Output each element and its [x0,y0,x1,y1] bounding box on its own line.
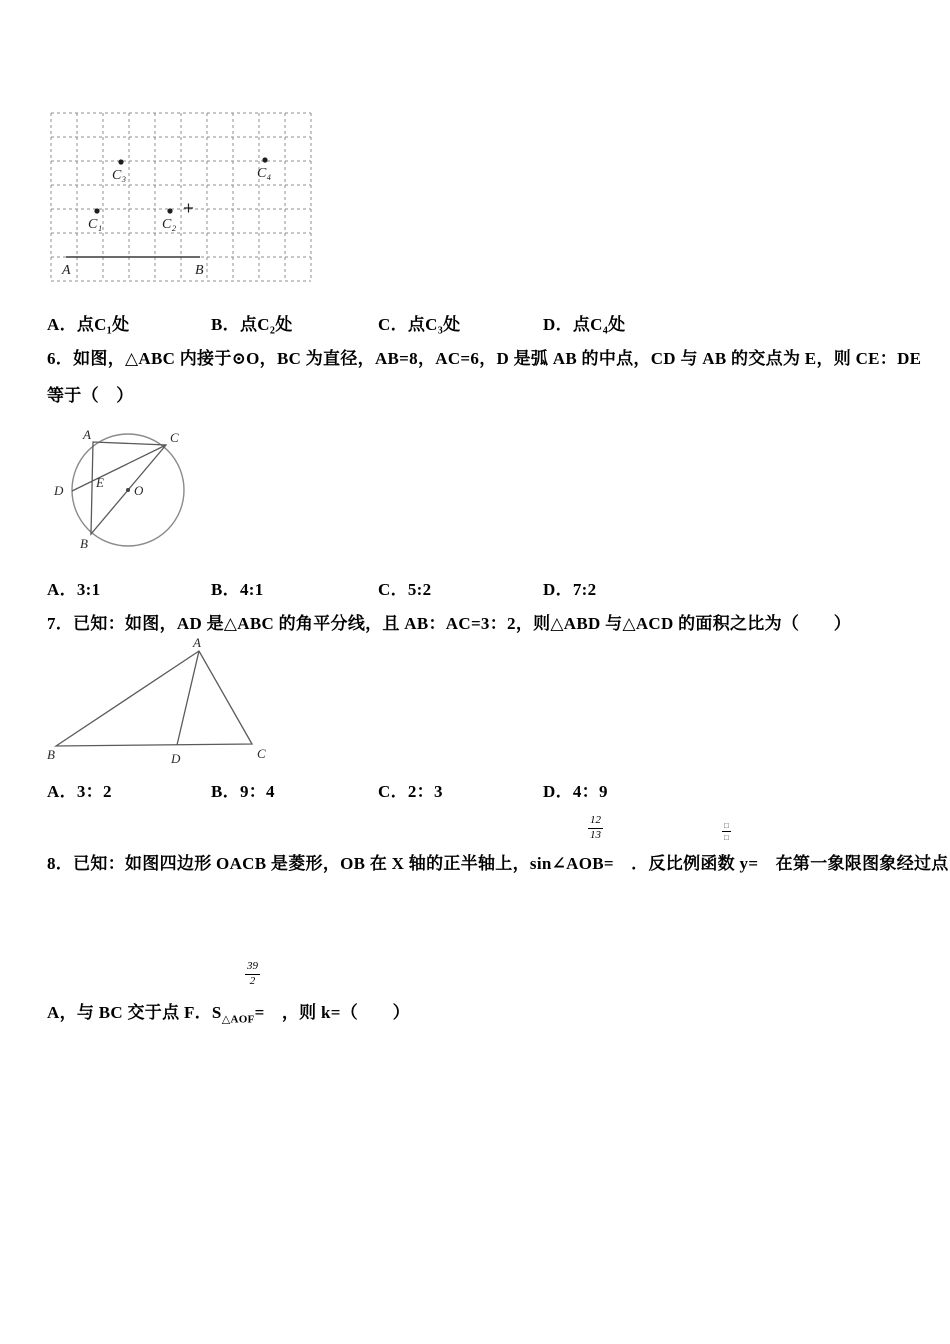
grid-dashed-lines [51,113,311,281]
label-C: C [257,746,266,761]
label-B: B [47,747,55,762]
q8-text-line2 [47,998,410,1025]
label-c2: C₂ [162,217,177,232]
q7-option-d: D．4：9 [543,782,608,801]
label-C: C [170,430,179,445]
label-E: E [96,475,104,490]
q7-triangle-figure [46,636,278,770]
label-b: B [195,263,204,278]
q8-area-fraction [245,960,260,989]
q6-option-c: C．5:2 [378,580,432,599]
label-A: A [83,427,91,442]
fraction-numerator: □ [722,820,731,832]
fraction-denominator: □ [724,833,729,843]
q7-option-b: B．9：4 [211,782,275,801]
fraction-numerator: 39 [245,960,260,975]
q5-option-d: D．点C₄处 [543,315,626,334]
q6-circle-figure [52,427,210,555]
label-c1: C₁ [88,217,103,232]
label-A: A [193,636,201,650]
cross-mark [184,204,193,213]
q7-figure-lines [56,651,252,746]
q6-text-line2: 等于（ ） [47,386,134,405]
q6-option-d: D．7:2 [543,580,597,599]
q6-option-b: B．4:1 [211,580,264,599]
center-dot [126,488,130,492]
q8-sin-fraction [588,814,603,843]
q6-figure-lines [72,442,166,534]
q5-option-c: C．点C₃处 [378,315,461,334]
q8-line2-before: A，与 BC 交于点 F．S [47,1003,222,1022]
label-D: D [171,751,181,766]
q7-text-line1: 7．已知：如图，AD 是△ABC 的角平分线，且 AB：AC=3：2，则△ABD 与△ACD 的面积之比为（ ） [47,614,852,633]
q7-option-a: A．3：2 [47,782,112,801]
label-a: A [62,263,71,278]
label-c3: C₃ [112,168,127,183]
q6-text-line1: 6．如图，△ABC 内接于⊙O，BC 为直径，AB=8，AC=6，D 是弧 AB 的中点，CD 与 AB 的交点为 E，则 CE：DE [47,349,922,368]
q8-reciprocal-fraction [722,820,731,843]
q8-line2-after: = ，则 k=（ ） [254,1003,410,1022]
label-c4: C₄ [257,166,272,181]
q7-option-c: C．2：3 [378,782,443,801]
q8-text-line1: 8．已知：如图四边形 OACB 是菱形，OB 在 X 轴的正半轴上，sin∠AOB= ．反比例函数 y= 在第一象限图象经过点 [47,854,949,873]
q5-grid-figure [50,112,314,284]
q5-option-b: B．点C₂处 [211,315,293,334]
fraction-numerator: 12 [588,814,603,829]
label-D: D [54,483,64,498]
q8-line2-subscript: △AOF [221,1013,255,1026]
label-B: B [80,536,88,551]
fraction-denominator: 2 [249,974,256,987]
q6-option-a: A．3:1 [47,580,101,599]
fraction-denominator: 13 [590,828,601,841]
q5-option-a: A．点C₁处 [47,315,130,334]
label-O: O [134,483,144,498]
